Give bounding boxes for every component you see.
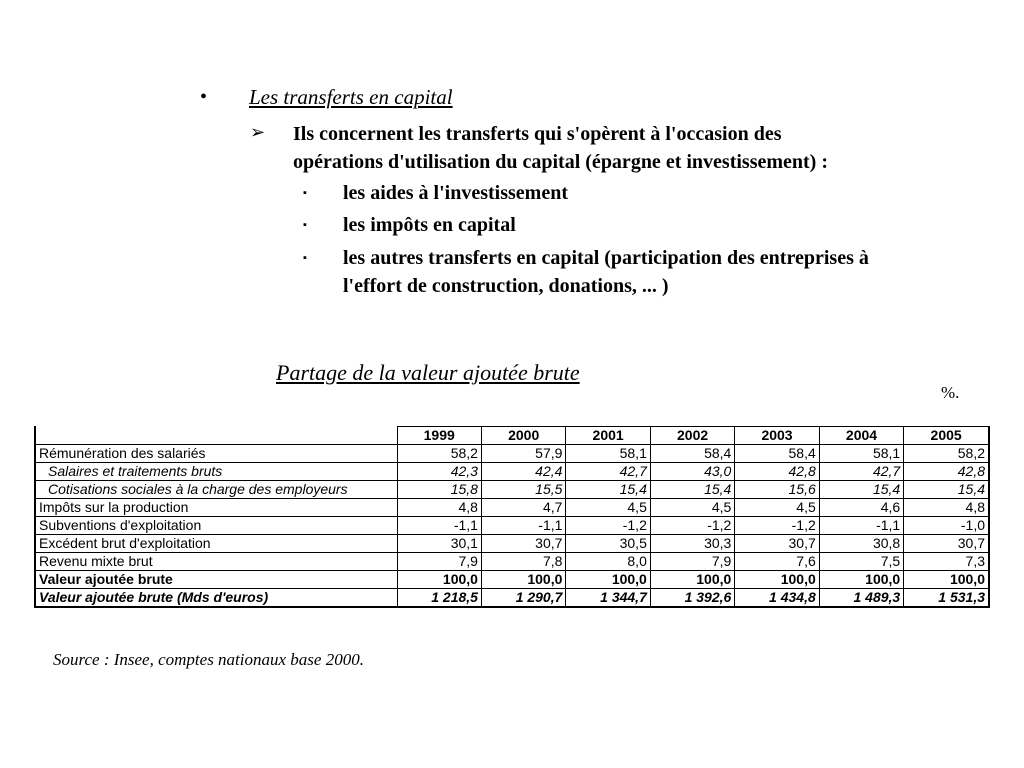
year-header: 2000 [481, 427, 565, 445]
row-label: Salaires et traitements bruts [35, 463, 397, 481]
value-cell: 30,8 [819, 535, 903, 553]
value-cell: -1,2 [650, 517, 734, 535]
value-cell: 15,4 [819, 481, 903, 499]
value-cell: 58,1 [566, 445, 650, 463]
row-label: Excédent brut d'exploitation [35, 535, 397, 553]
value-cell: 100,0 [481, 571, 565, 589]
list-item-line: les autres transferts en capital (participation des entreprises à [343, 247, 869, 269]
value-cell: -1,1 [819, 517, 903, 535]
value-cell: 100,0 [904, 571, 989, 589]
row-label: Impôts sur la production [35, 499, 397, 517]
year-header: 2005 [904, 427, 989, 445]
value-cell: 58,2 [904, 445, 989, 463]
value-cell: 4,7 [481, 499, 565, 517]
value-cell: 57,9 [481, 445, 565, 463]
year-header: 2004 [819, 427, 903, 445]
row-label: Subventions d'exploitation [35, 517, 397, 535]
table-row [35, 571, 989, 589]
table-row [35, 535, 989, 553]
value-cell: 42,8 [735, 463, 819, 481]
row-label: Cotisations sociales à la charge des employeurs [35, 481, 397, 499]
value-cell: 15,8 [397, 481, 481, 499]
value-cell: -1,0 [904, 517, 989, 535]
value-cell: 58,4 [735, 445, 819, 463]
arrow-bullet-icon: ➢ [250, 122, 266, 142]
value-cell: 8,0 [566, 553, 650, 571]
intro-line-1: Ils concernent les transferts qui s'opèrent à l'occasion des [293, 123, 782, 145]
value-cell: 30,7 [481, 535, 565, 553]
square-bullet-icon: ▪ [303, 219, 307, 231]
year-header: 2002 [650, 427, 734, 445]
unit-label: %. [941, 383, 960, 402]
value-cell: -1,2 [735, 517, 819, 535]
value-cell: 4,5 [566, 499, 650, 517]
value-cell: 15,4 [566, 481, 650, 499]
value-cell: 100,0 [397, 571, 481, 589]
list-item-line: les aides à l'investissement [343, 182, 568, 204]
value-cell: 1 344,7 [566, 589, 650, 608]
square-bullet-icon: ▪ [303, 252, 307, 264]
value-cell: 1 489,3 [819, 589, 903, 608]
header-row [35, 427, 989, 445]
value-cell: 15,4 [650, 481, 734, 499]
value-cell: 43,0 [650, 463, 734, 481]
source-note: Source : Insee, comptes nationaux base 2000. [53, 650, 364, 669]
value-cell: 30,5 [566, 535, 650, 553]
square-bullet-icon: ▪ [303, 187, 307, 199]
row-label: Valeur ajoutée brute (Mds d'euros) [35, 589, 397, 608]
value-cell: 30,7 [735, 535, 819, 553]
value-cell: 42,8 [904, 463, 989, 481]
value-cell: 58,4 [650, 445, 734, 463]
value-cell: 7,9 [397, 553, 481, 571]
table-row [35, 517, 989, 535]
value-cell: 4,8 [904, 499, 989, 517]
list-item [343, 211, 963, 239]
value-cell: 7,9 [650, 553, 734, 571]
value-cell: -1,1 [481, 517, 565, 535]
table-title: Partage de la valeur ajoutée brute [276, 360, 580, 385]
value-added-table [34, 426, 990, 608]
year-header: 2003 [735, 427, 819, 445]
value-cell: 42,7 [566, 463, 650, 481]
year-header: 2001 [566, 427, 650, 445]
list-item-line: l'effort de construction, donations, ... ) [343, 275, 669, 297]
value-cell: 15,5 [481, 481, 565, 499]
header-corner [35, 427, 397, 445]
value-cell: 58,2 [397, 445, 481, 463]
table-row [35, 445, 989, 463]
value-cell: 1 218,5 [397, 589, 481, 608]
table-row [35, 481, 989, 499]
value-cell: 58,1 [819, 445, 903, 463]
intro-line-2: opérations d'utilisation du capital (épargne et investissement) : [293, 151, 828, 173]
value-cell: 4,6 [819, 499, 903, 517]
section-heading: Les transferts en capital [249, 85, 453, 109]
intro-paragraph [293, 120, 933, 176]
value-cell: 1 531,3 [904, 589, 989, 608]
table-row [35, 463, 989, 481]
table-row [35, 499, 989, 517]
value-cell: 4,5 [650, 499, 734, 517]
value-cell: 7,3 [904, 553, 989, 571]
value-cell: 1 290,7 [481, 589, 565, 608]
value-cell: 30,1 [397, 535, 481, 553]
value-cell: 100,0 [819, 571, 903, 589]
value-cell: -1,1 [397, 517, 481, 535]
value-cell: 42,4 [481, 463, 565, 481]
row-label: Revenu mixte brut [35, 553, 397, 571]
value-cell: 1 434,8 [735, 589, 819, 608]
value-cell: 100,0 [735, 571, 819, 589]
table-row [35, 553, 989, 571]
value-cell: 100,0 [566, 571, 650, 589]
value-cell: -1,2 [566, 517, 650, 535]
value-cell: 42,3 [397, 463, 481, 481]
value-cell: 7,5 [819, 553, 903, 571]
value-cell: 7,6 [735, 553, 819, 571]
value-cell: 7,8 [481, 553, 565, 571]
value-cell: 15,6 [735, 481, 819, 499]
table-row [35, 589, 989, 608]
value-cell: 100,0 [650, 571, 734, 589]
value-cell: 42,7 [819, 463, 903, 481]
bullet-dot: • [200, 86, 208, 108]
year-header: 1999 [397, 427, 481, 445]
list-item-line: les impôts en capital [343, 214, 516, 236]
list-item [343, 244, 963, 300]
row-label: Rémunération des salariés [35, 445, 397, 463]
value-cell: 4,8 [397, 499, 481, 517]
list-item [343, 179, 963, 207]
value-cell: 30,7 [904, 535, 989, 553]
value-cell: 1 392,6 [650, 589, 734, 608]
value-cell: 30,3 [650, 535, 734, 553]
value-cell: 4,5 [735, 499, 819, 517]
row-label: Valeur ajoutée brute [35, 571, 397, 589]
value-cell: 15,4 [904, 481, 989, 499]
